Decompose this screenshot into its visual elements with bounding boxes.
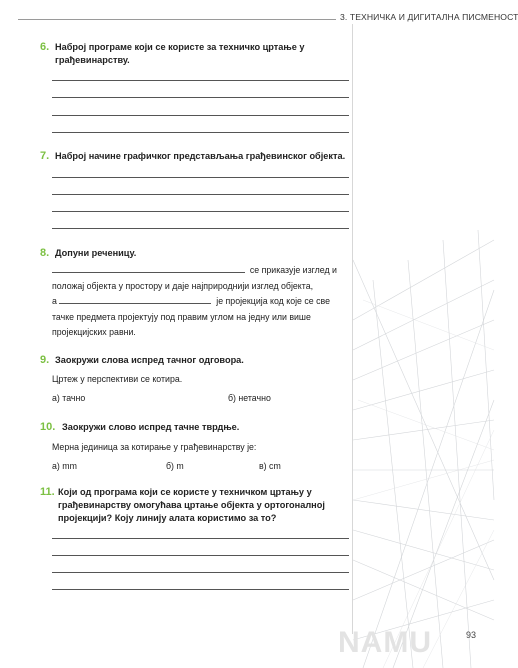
fill-blank-2[interactable] xyxy=(59,294,211,304)
question-text xyxy=(58,486,325,525)
fill-in-sentence xyxy=(52,263,337,341)
answer-option-a[interactable]: а) mm xyxy=(52,461,77,471)
answer-line[interactable] xyxy=(52,80,349,81)
question-statement: Цртеж у перспективи се котира. xyxy=(52,374,183,384)
fill-blank-1[interactable] xyxy=(52,263,245,273)
answer-line[interactable] xyxy=(52,177,349,178)
answer-option-b[interactable]: б) нетачно xyxy=(228,393,271,403)
question-text: Наброј начине графичког представљања грађевинског објекта. xyxy=(55,151,346,161)
answer-option-a[interactable]: а) тачно xyxy=(52,393,86,403)
question-text: Заокружи слова испред тачног одговора. xyxy=(55,355,244,365)
answer-line[interactable] xyxy=(52,97,349,98)
question-number: 10. xyxy=(40,421,56,433)
answer-line[interactable] xyxy=(52,194,349,195)
answer-line[interactable] xyxy=(52,211,349,212)
question-number: 9. xyxy=(40,354,50,366)
sentence-fragment: се приказује изглед и xyxy=(249,265,337,275)
question-number: 8. xyxy=(40,247,50,259)
answer-option-c[interactable]: в) cm xyxy=(259,461,281,471)
question-text-line: Наброј програме који се користе за техничко цртање у xyxy=(55,42,305,52)
question-number: 11. xyxy=(40,486,55,498)
sentence-line xyxy=(52,263,337,279)
question-text-line: грађевинарству. xyxy=(55,55,130,65)
architectural-sketch-decoration xyxy=(353,200,494,668)
sentence-line: положај објекта у простору и даје најприроднији изглед објекта, xyxy=(52,280,314,291)
sentence-line: тачке предмета пројектују под правим углом на једну или више xyxy=(52,311,311,322)
question-text-line: Који од програма који се користе у техничком цртању у xyxy=(58,487,312,497)
question-text-line: пројекцији? Коју линију алата користимо за то? xyxy=(58,513,277,523)
answer-line[interactable] xyxy=(52,572,349,573)
sentence-line xyxy=(52,294,337,310)
answer-line[interactable] xyxy=(52,555,349,556)
page-number: 93 xyxy=(466,630,477,640)
question-statement: Мерна јединица за котирање у грађевинарству је: xyxy=(52,442,257,452)
question-number: 7. xyxy=(40,150,50,162)
sentence-fragment: је пројекција код које се све xyxy=(216,296,330,306)
answer-line[interactable] xyxy=(52,115,349,116)
svg-text:NAMU: NAMU xyxy=(338,626,432,659)
answer-line[interactable] xyxy=(52,228,349,229)
answer-option-b[interactable]: б) m xyxy=(166,461,184,471)
chapter-title: 3. ТЕХНИЧКА И ДИГИТАЛНА ПИСМЕНОСТ xyxy=(340,12,518,22)
namu-watermark-logo xyxy=(336,624,460,658)
sentence-fragment: а xyxy=(52,296,57,306)
question-text: Допуни реченицу. xyxy=(55,248,137,258)
question-number: 6. xyxy=(40,41,50,53)
header-rule xyxy=(18,19,336,20)
answer-line[interactable] xyxy=(52,538,349,539)
question-text: Заокружи слово испред тачне тврдње. xyxy=(62,422,240,432)
answer-line[interactable] xyxy=(52,589,349,590)
question-text-line: грађевинарству омогућава цртање објекта у ортогоналној xyxy=(58,500,325,510)
answer-line[interactable] xyxy=(52,132,349,133)
sentence-line: пројекцијских равни. xyxy=(52,327,136,337)
question-text xyxy=(55,41,305,67)
